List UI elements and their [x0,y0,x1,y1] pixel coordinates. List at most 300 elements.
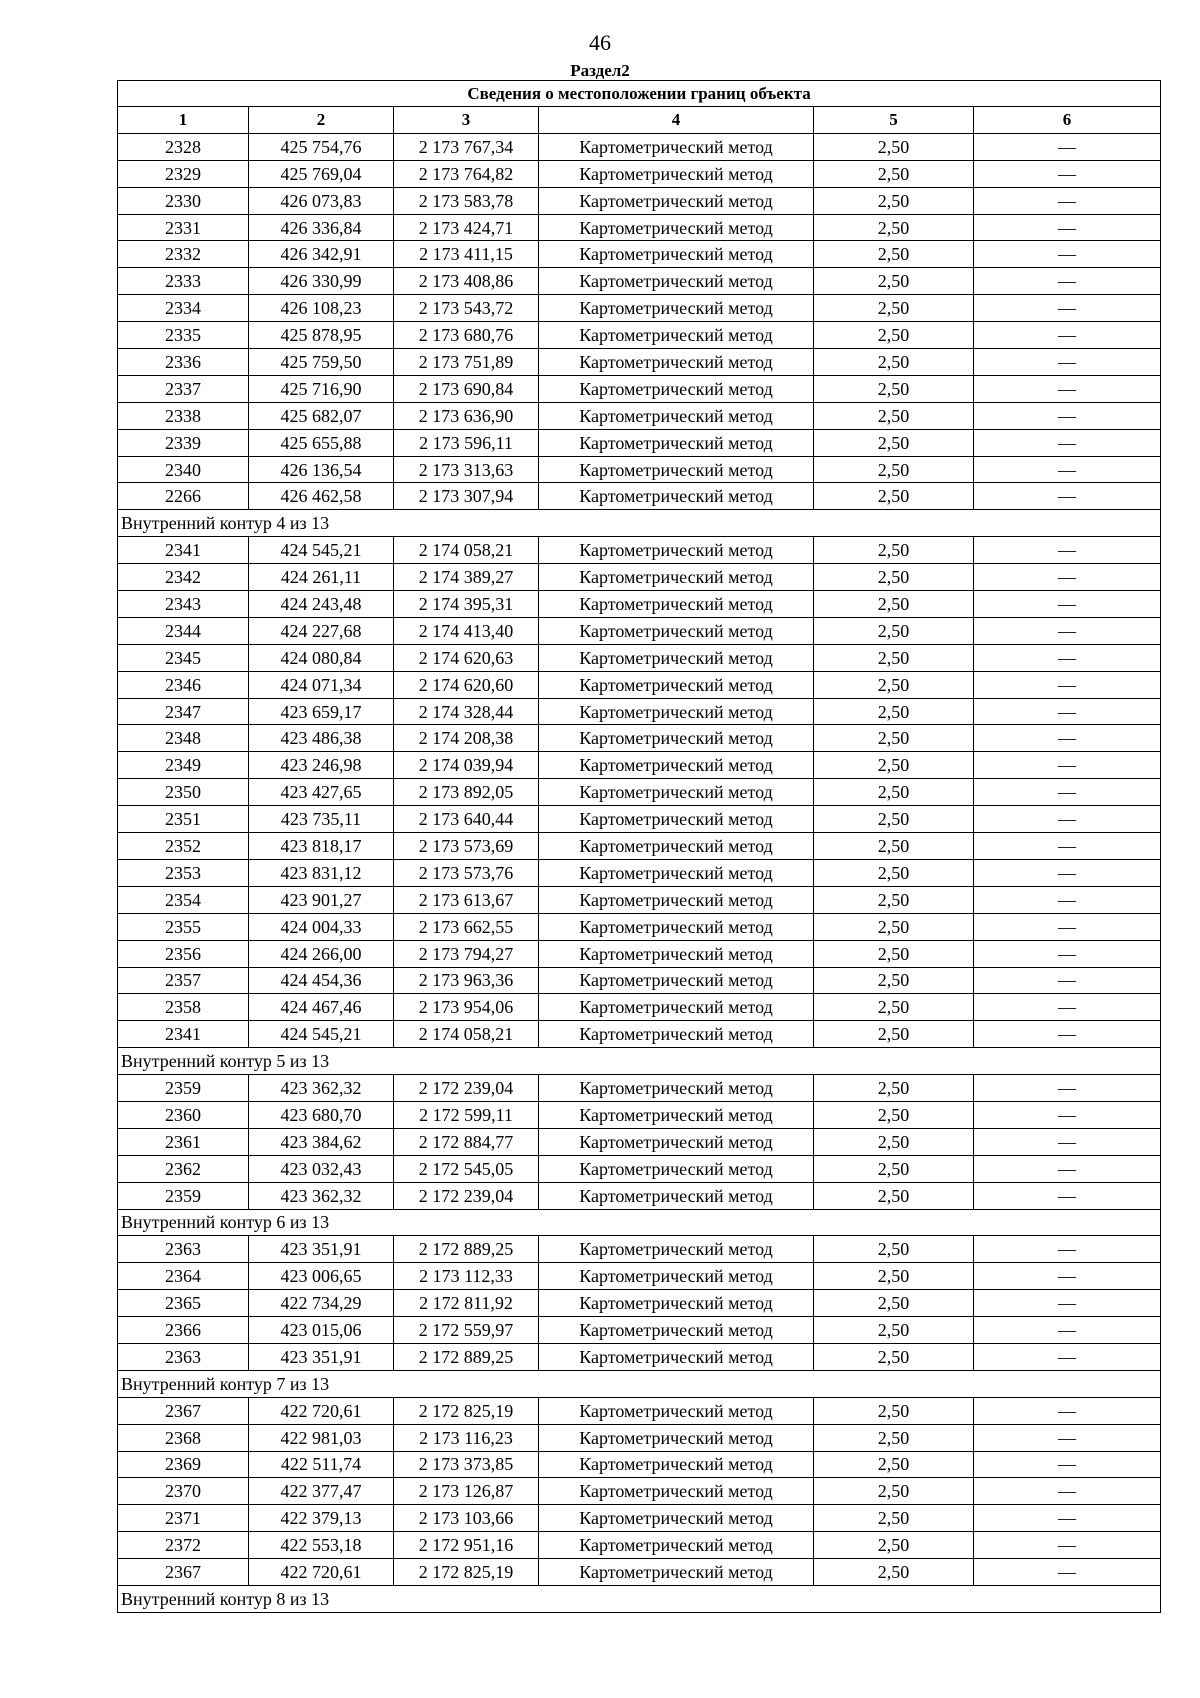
method-cell: Картометрический метод [539,1182,814,1209]
x-coordinate-cell: 426 073,83 [249,187,394,214]
accuracy-cell: 2,50 [814,806,974,833]
table-row [118,187,1161,214]
y-coordinate-cell: 2 173 764,82 [394,160,539,187]
x-coordinate-cell: 422 734,29 [249,1290,394,1317]
point-number-cell: 2334 [118,295,249,322]
boundary-coordinates-table [117,80,1161,1613]
description-cell: — [974,564,1161,591]
method-cell: Картометрический метод [539,402,814,429]
point-number-cell: 2348 [118,725,249,752]
method-cell: Картометрический метод [539,806,814,833]
accuracy-cell: 2,50 [814,295,974,322]
point-number-cell: 2339 [118,429,249,456]
point-number-cell: 2351 [118,806,249,833]
x-coordinate-cell: 425 682,07 [249,402,394,429]
x-coordinate-cell: 423 901,27 [249,886,394,913]
accuracy-cell: 2,50 [814,349,974,376]
point-number-cell: 2333 [118,268,249,295]
y-coordinate-cell: 2 173 662,55 [394,913,539,940]
y-coordinate-cell: 2 173 767,34 [394,133,539,160]
description-cell: — [974,483,1161,510]
x-coordinate-cell: 423 818,17 [249,833,394,860]
x-coordinate-cell: 424 261,11 [249,564,394,591]
y-coordinate-cell: 2 173 112,33 [394,1263,539,1290]
method-cell: Картометрический метод [539,1101,814,1128]
x-coordinate-cell: 424 545,21 [249,537,394,564]
y-coordinate-cell: 2 172 889,25 [394,1236,539,1263]
accuracy-cell: 2,50 [814,1424,974,1451]
x-coordinate-cell: 426 136,54 [249,456,394,483]
method-cell: Картометрический метод [539,456,814,483]
description-cell: — [974,967,1161,994]
description-cell: — [974,241,1161,268]
method-cell: Картометрический метод [539,1236,814,1263]
accuracy-cell: 2,50 [814,967,974,994]
description-cell: — [974,456,1161,483]
method-cell: Картометрический метод [539,913,814,940]
y-coordinate-cell: 2 173 596,11 [394,429,539,456]
table-row [118,671,1161,698]
y-coordinate-cell: 2 173 954,06 [394,994,539,1021]
description-cell: — [974,591,1161,618]
description-cell: — [974,1397,1161,1424]
column-number-row [118,107,1161,134]
method-cell: Картометрический метод [539,833,814,860]
point-number-cell: 2341 [118,537,249,564]
point-number-cell: 2330 [118,187,249,214]
method-cell: Картометрический метод [539,133,814,160]
y-coordinate-cell: 2 173 307,94 [394,483,539,510]
y-coordinate-cell: 2 174 328,44 [394,698,539,725]
y-coordinate-cell: 2 173 411,15 [394,241,539,268]
method-cell: Картометрический метод [539,1021,814,1048]
method-cell: Картометрический метод [539,940,814,967]
point-number-cell: 2335 [118,322,249,349]
table-row [118,322,1161,349]
point-number-cell: 2341 [118,1021,249,1048]
description-cell: — [974,859,1161,886]
x-coordinate-cell: 425 759,50 [249,349,394,376]
accuracy-cell: 2,50 [814,725,974,752]
accuracy-cell: 2,50 [814,833,974,860]
y-coordinate-cell: 2 173 794,27 [394,940,539,967]
y-coordinate-cell: 2 174 208,38 [394,725,539,752]
method-cell: Картометрический метод [539,779,814,806]
point-number-cell: 2331 [118,214,249,241]
table-row [118,833,1161,860]
point-number-cell: 2338 [118,402,249,429]
table-row [118,1155,1161,1182]
y-coordinate-cell: 2 173 313,63 [394,456,539,483]
x-coordinate-cell: 422 553,18 [249,1532,394,1559]
contour-label: Внутренний контур 6 из 13 [118,1209,1161,1236]
method-cell: Картометрический метод [539,698,814,725]
point-number-cell: 2363 [118,1236,249,1263]
column-number: 5 [814,107,974,134]
method-cell: Картометрический метод [539,241,814,268]
x-coordinate-cell: 424 545,21 [249,1021,394,1048]
description-cell: — [974,752,1161,779]
description-cell: — [974,1236,1161,1263]
accuracy-cell: 2,50 [814,913,974,940]
x-coordinate-cell: 423 427,65 [249,779,394,806]
accuracy-cell: 2,50 [814,456,974,483]
accuracy-cell: 2,50 [814,752,974,779]
method-cell: Картометрический метод [539,375,814,402]
description-cell: — [974,1424,1161,1451]
description-cell: — [974,644,1161,671]
table-row [118,214,1161,241]
y-coordinate-cell: 2 173 424,71 [394,214,539,241]
y-coordinate-cell: 2 174 395,31 [394,591,539,618]
y-coordinate-cell: 2 173 543,72 [394,295,539,322]
method-cell: Картометрический метод [539,1075,814,1102]
x-coordinate-cell: 425 769,04 [249,160,394,187]
column-number: 6 [974,107,1161,134]
contour-header-row [118,1209,1161,1236]
method-cell: Картометрический метод [539,214,814,241]
y-coordinate-cell: 2 173 573,69 [394,833,539,860]
point-number-cell: 2356 [118,940,249,967]
y-coordinate-cell: 2 172 239,04 [394,1182,539,1209]
method-cell: Картометрический метод [539,967,814,994]
y-coordinate-cell: 2 173 613,67 [394,886,539,913]
accuracy-cell: 2,50 [814,133,974,160]
x-coordinate-cell: 423 384,62 [249,1128,394,1155]
table-row [118,994,1161,1021]
point-number-cell: 2347 [118,698,249,725]
description-cell: — [974,537,1161,564]
point-number-cell: 2359 [118,1075,249,1102]
y-coordinate-cell: 2 174 389,27 [394,564,539,591]
point-number-cell: 2367 [118,1397,249,1424]
accuracy-cell: 2,50 [814,537,974,564]
y-coordinate-cell: 2 173 751,89 [394,349,539,376]
description-cell: — [974,1478,1161,1505]
accuracy-cell: 2,50 [814,483,974,510]
accuracy-cell: 2,50 [814,1182,974,1209]
table-row [118,1021,1161,1048]
description-cell: — [974,268,1161,295]
x-coordinate-cell: 423 032,43 [249,1155,394,1182]
description-cell: — [974,375,1161,402]
point-number-cell: 2328 [118,133,249,160]
table-caption-row [118,81,1161,107]
table-row [118,591,1161,618]
y-coordinate-cell: 2 174 620,63 [394,644,539,671]
y-coordinate-cell: 2 174 620,60 [394,671,539,698]
table-row [118,1343,1161,1370]
y-coordinate-cell: 2 172 811,92 [394,1290,539,1317]
accuracy-cell: 2,50 [814,1263,974,1290]
description-cell: — [974,1101,1161,1128]
accuracy-cell: 2,50 [814,1290,974,1317]
point-number-cell: 2359 [118,1182,249,1209]
point-number-cell: 2266 [118,483,249,510]
method-cell: Картометрический метод [539,1397,814,1424]
accuracy-cell: 2,50 [814,617,974,644]
point-number-cell: 2342 [118,564,249,591]
accuracy-cell: 2,50 [814,241,974,268]
x-coordinate-cell: 423 659,17 [249,698,394,725]
description-cell: — [974,886,1161,913]
method-cell: Картометрический метод [539,1290,814,1317]
method-cell: Картометрический метод [539,994,814,1021]
accuracy-cell: 2,50 [814,779,974,806]
description-cell: — [974,779,1161,806]
method-cell: Картометрический метод [539,1424,814,1451]
column-number: 3 [394,107,539,134]
x-coordinate-cell: 426 342,91 [249,241,394,268]
y-coordinate-cell: 2 172 239,04 [394,1075,539,1102]
method-cell: Картометрический метод [539,268,814,295]
description-cell: — [974,1075,1161,1102]
table-row [118,456,1161,483]
table-row [118,617,1161,644]
method-cell: Картометрический метод [539,1317,814,1344]
x-coordinate-cell: 424 454,36 [249,967,394,994]
description-cell: — [974,1182,1161,1209]
table-row [118,402,1161,429]
accuracy-cell: 2,50 [814,1236,974,1263]
x-coordinate-cell: 425 655,88 [249,429,394,456]
x-coordinate-cell: 426 336,84 [249,214,394,241]
y-coordinate-cell: 2 173 680,76 [394,322,539,349]
table-row [118,1424,1161,1451]
point-number-cell: 2340 [118,456,249,483]
description-cell: — [974,322,1161,349]
point-number-cell: 2360 [118,1101,249,1128]
accuracy-cell: 2,50 [814,1075,974,1102]
description-cell: — [974,214,1161,241]
description-cell: — [974,1317,1161,1344]
method-cell: Картометрический метод [539,1343,814,1370]
description-cell: — [974,1451,1161,1478]
table-row [118,859,1161,886]
method-cell: Картометрический метод [539,1128,814,1155]
point-number-cell: 2352 [118,833,249,860]
description-cell: — [974,429,1161,456]
method-cell: Картометрический метод [539,160,814,187]
table-row [118,886,1161,913]
description-cell: — [974,1343,1161,1370]
point-number-cell: 2372 [118,1532,249,1559]
description-cell: — [974,725,1161,752]
table-row [118,1451,1161,1478]
x-coordinate-cell: 424 467,46 [249,994,394,1021]
method-cell: Картометрический метод [539,725,814,752]
point-number-cell: 2371 [118,1505,249,1532]
y-coordinate-cell: 2 172 559,97 [394,1317,539,1344]
table-row [118,725,1161,752]
accuracy-cell: 2,50 [814,1505,974,1532]
method-cell: Картометрический метод [539,752,814,779]
description-cell: — [974,994,1161,1021]
table-row [118,1101,1161,1128]
y-coordinate-cell: 2 173 573,76 [394,859,539,886]
contour-header-row [118,510,1161,537]
description-cell: — [974,617,1161,644]
description-cell: — [974,1290,1161,1317]
method-cell: Картометрический метод [539,591,814,618]
table-row [118,268,1161,295]
x-coordinate-cell: 425 754,76 [249,133,394,160]
contour-label: Внутренний контур 7 из 13 [118,1370,1161,1397]
x-coordinate-cell: 423 831,12 [249,859,394,886]
table-caption: Сведения о местоположении границ объекта [118,81,1161,107]
x-coordinate-cell: 423 351,91 [249,1236,394,1263]
description-cell: — [974,402,1161,429]
method-cell: Картометрический метод [539,644,814,671]
method-cell: Картометрический метод [539,322,814,349]
contour-header-row [118,1585,1161,1612]
point-number-cell: 2364 [118,1263,249,1290]
method-cell: Картометрический метод [539,429,814,456]
contour-label: Внутренний контур 4 из 13 [118,510,1161,537]
x-coordinate-cell: 425 716,90 [249,375,394,402]
table-row [118,940,1161,967]
table-row [118,1397,1161,1424]
table-row [118,779,1161,806]
description-cell: — [974,1505,1161,1532]
y-coordinate-cell: 2 173 583,78 [394,187,539,214]
point-number-cell: 2345 [118,644,249,671]
method-cell: Картометрический метод [539,564,814,591]
method-cell: Картометрический метод [539,617,814,644]
description-cell: — [974,833,1161,860]
x-coordinate-cell: 425 878,95 [249,322,394,349]
y-coordinate-cell: 2 173 373,85 [394,1451,539,1478]
x-coordinate-cell: 422 511,74 [249,1451,394,1478]
method-cell: Картометрический метод [539,886,814,913]
x-coordinate-cell: 423 246,98 [249,752,394,779]
method-cell: Картометрический метод [539,349,814,376]
y-coordinate-cell: 2 173 640,44 [394,806,539,833]
accuracy-cell: 2,50 [814,698,974,725]
point-number-cell: 2369 [118,1451,249,1478]
method-cell: Картометрический метод [539,295,814,322]
point-number-cell: 2361 [118,1128,249,1155]
x-coordinate-cell: 423 015,06 [249,1317,394,1344]
y-coordinate-cell: 2 172 951,16 [394,1532,539,1559]
description-cell: — [974,940,1161,967]
column-number: 1 [118,107,249,134]
method-cell: Картометрический метод [539,1532,814,1559]
y-coordinate-cell: 2 172 825,19 [394,1397,539,1424]
method-cell: Картометрический метод [539,1559,814,1586]
accuracy-cell: 2,50 [814,940,974,967]
x-coordinate-cell: 423 006,65 [249,1263,394,1290]
method-cell: Картометрический метод [539,187,814,214]
x-coordinate-cell: 422 720,61 [249,1397,394,1424]
accuracy-cell: 2,50 [814,187,974,214]
accuracy-cell: 2,50 [814,1397,974,1424]
accuracy-cell: 2,50 [814,322,974,349]
description-cell: — [974,671,1161,698]
y-coordinate-cell: 2 173 690,84 [394,375,539,402]
accuracy-cell: 2,50 [814,160,974,187]
x-coordinate-cell: 422 720,61 [249,1559,394,1586]
x-coordinate-cell: 424 243,48 [249,591,394,618]
table-row [118,160,1161,187]
x-coordinate-cell: 422 981,03 [249,1424,394,1451]
accuracy-cell: 2,50 [814,1343,974,1370]
method-cell: Картометрический метод [539,537,814,564]
y-coordinate-cell: 2 174 058,21 [394,1021,539,1048]
method-cell: Картометрический метод [539,1478,814,1505]
x-coordinate-cell: 424 071,34 [249,671,394,698]
method-cell: Картометрический метод [539,1155,814,1182]
description-cell: — [974,698,1161,725]
x-coordinate-cell: 423 735,11 [249,806,394,833]
point-number-cell: 2366 [118,1317,249,1344]
table-row [118,1505,1161,1532]
description-cell: — [974,1559,1161,1586]
y-coordinate-cell: 2 172 599,11 [394,1101,539,1128]
x-coordinate-cell: 423 351,91 [249,1343,394,1370]
point-number-cell: 2353 [118,859,249,886]
y-coordinate-cell: 2 173 636,90 [394,402,539,429]
description-cell: — [974,1155,1161,1182]
accuracy-cell: 2,50 [814,564,974,591]
x-coordinate-cell: 423 362,32 [249,1182,394,1209]
description-cell: — [974,806,1161,833]
x-coordinate-cell: 422 379,13 [249,1505,394,1532]
method-cell: Картометрический метод [539,1263,814,1290]
accuracy-cell: 2,50 [814,1128,974,1155]
table-row [118,375,1161,402]
table-row [118,1559,1161,1586]
accuracy-cell: 2,50 [814,1478,974,1505]
y-coordinate-cell: 2 172 889,25 [394,1343,539,1370]
point-number-cell: 2336 [118,349,249,376]
point-number-cell: 2362 [118,1155,249,1182]
accuracy-cell: 2,50 [814,994,974,1021]
description-cell: — [974,1263,1161,1290]
accuracy-cell: 2,50 [814,214,974,241]
method-cell: Картометрический метод [539,671,814,698]
page-number: 46 [589,30,611,55]
table-row [118,295,1161,322]
accuracy-cell: 2,50 [814,591,974,618]
point-number-cell: 2346 [118,671,249,698]
point-number-cell: 2349 [118,752,249,779]
y-coordinate-cell: 2 172 825,19 [394,1559,539,1586]
table-row [118,349,1161,376]
y-coordinate-cell: 2 174 039,94 [394,752,539,779]
point-number-cell: 2368 [118,1424,249,1451]
x-coordinate-cell: 423 486,38 [249,725,394,752]
accuracy-cell: 2,50 [814,1532,974,1559]
table-row [118,913,1161,940]
table-row [118,1290,1161,1317]
table-row [118,806,1161,833]
accuracy-cell: 2,50 [814,859,974,886]
accuracy-cell: 2,50 [814,1155,974,1182]
table-row [118,133,1161,160]
point-number-cell: 2357 [118,967,249,994]
column-number: 2 [249,107,394,134]
accuracy-cell: 2,50 [814,429,974,456]
x-coordinate-cell: 424 080,84 [249,644,394,671]
method-cell: Картометрический метод [539,483,814,510]
point-number-cell: 2343 [118,591,249,618]
y-coordinate-cell: 2 173 892,05 [394,779,539,806]
point-number-cell: 2329 [118,160,249,187]
point-number-cell: 2332 [118,241,249,268]
accuracy-cell: 2,50 [814,375,974,402]
accuracy-cell: 2,50 [814,1021,974,1048]
